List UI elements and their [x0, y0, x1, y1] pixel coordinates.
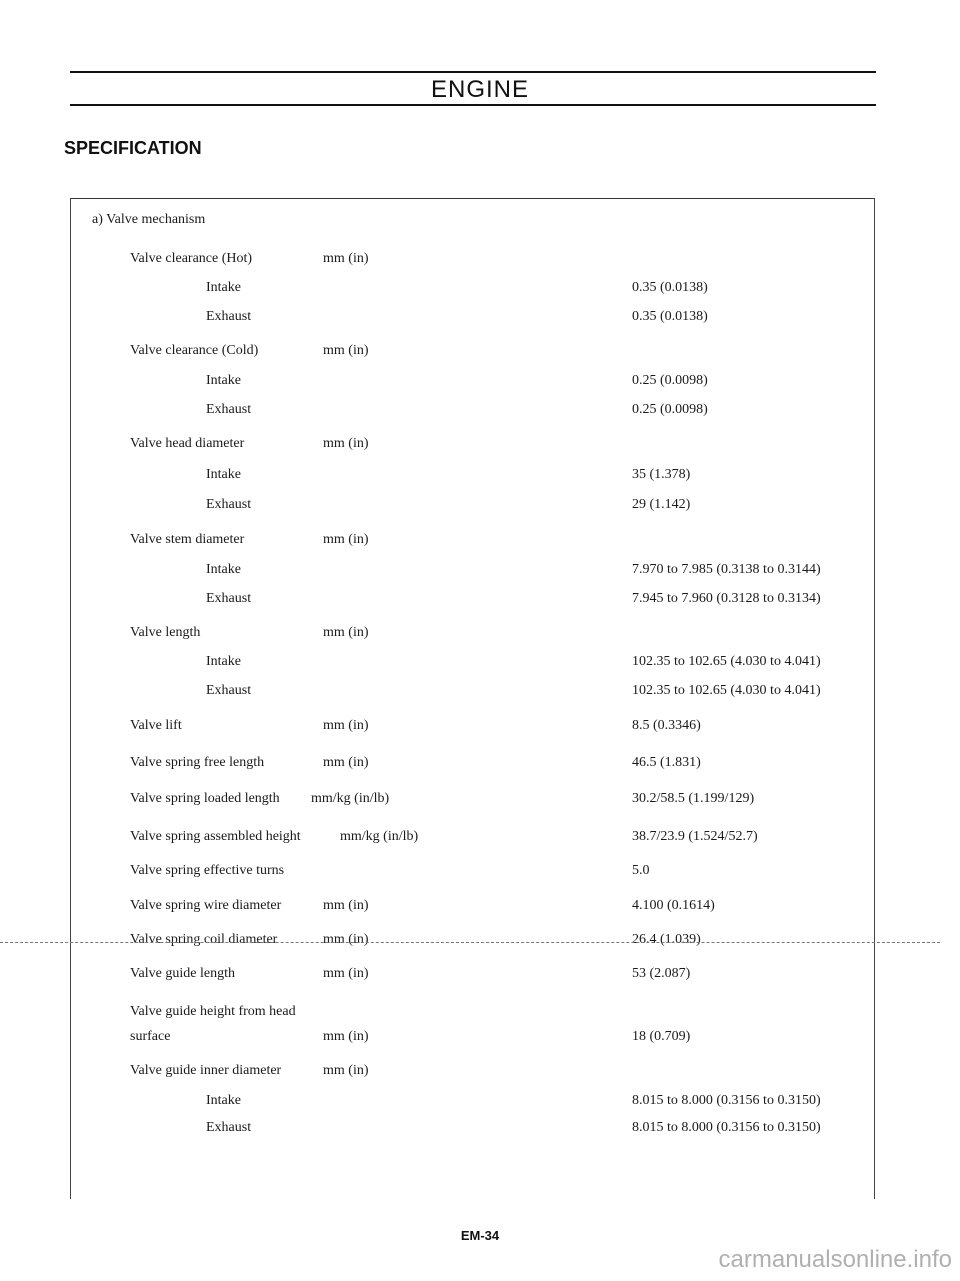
- leader-dots: [386, 1029, 613, 1041]
- header-rule-top: [70, 71, 876, 73]
- leader-dots: [270, 309, 613, 321]
- spec-item-label: Intake: [206, 467, 241, 482]
- spec-group-unit: mm (in): [323, 1063, 369, 1078]
- spec-value: 5.0: [632, 863, 650, 878]
- subsection-title: a) Valve mechanism: [92, 212, 206, 227]
- spec-value: 38.7/23.9 (1.524/52.7): [632, 829, 758, 844]
- spec-group-label: Valve guide inner diameter: [130, 1063, 282, 1078]
- section-heading: SPECIFICATION: [64, 138, 202, 158]
- spec-label: Valve spring wire diameter: [130, 898, 282, 913]
- spec-label: Valve spring coil diameter: [130, 932, 278, 947]
- spec-value: 8.015 to 8.000 (0.3156 to 0.3150): [632, 1120, 821, 1135]
- leader-dots: [262, 654, 613, 666]
- spec-item-label: Intake: [206, 562, 241, 577]
- spec-value: 35 (1.378): [632, 467, 691, 482]
- leader-dots: [414, 791, 613, 803]
- spec-item-label: Exhaust: [206, 497, 252, 512]
- spec-unit: mm (in): [323, 755, 369, 770]
- spec-value: 0.25 (0.0098): [632, 402, 708, 417]
- spec-group-unit: mm (in): [323, 625, 369, 640]
- spec-item-label: Exhaust: [206, 309, 252, 324]
- spec-unit: mm/kg (in/lb): [340, 829, 419, 844]
- spec-group-unit: mm (in): [323, 343, 369, 358]
- spec-unit: mm (in): [323, 718, 369, 733]
- spec-unit: mm (in): [323, 966, 369, 981]
- leader-dots: [318, 863, 613, 875]
- leader-dots: [270, 402, 613, 414]
- spec-value: 4.100 (0.1614): [632, 898, 715, 913]
- leader-dots: [386, 966, 613, 978]
- leader-dots: [442, 829, 613, 841]
- leader-dots: [270, 280, 613, 292]
- spec-value: 102.35 to 102.65 (4.030 to 4.041): [632, 654, 821, 669]
- spec-value: 7.945 to 7.960 (0.3128 to 0.3134): [632, 591, 821, 606]
- spec-label: Valve spring effective turns: [130, 863, 285, 878]
- spec-value: 0.35 (0.0138): [632, 280, 708, 295]
- leader-dots: [272, 1093, 613, 1105]
- spec-label: Valve guide height from head: [130, 1004, 296, 1019]
- spec-item-label: Intake: [206, 280, 241, 295]
- spec-value: 0.25 (0.0098): [632, 373, 708, 388]
- spec-label: Valve guide length: [130, 966, 235, 981]
- spec-unit: mm (in): [323, 898, 369, 913]
- spec-group-label: Valve stem diameter: [130, 532, 245, 547]
- spec-item-label: Exhaust: [206, 402, 252, 417]
- leader-dots: [386, 718, 613, 730]
- spec-value: 46.5 (1.831): [632, 755, 701, 770]
- spec-unit: mm (in): [323, 932, 369, 947]
- spec-group-unit: mm (in): [323, 251, 369, 266]
- spec-unit: mm (in): [323, 1029, 369, 1044]
- spec-value: 26.4 (1.039): [632, 932, 701, 947]
- leader-dots: [286, 1120, 613, 1132]
- spec-item-label: Intake: [206, 1093, 241, 1108]
- spec-label: Valve spring assembled height: [130, 829, 301, 844]
- spec-value: 18 (0.709): [632, 1029, 691, 1044]
- spec-value: 8.5 (0.3346): [632, 718, 701, 733]
- spec-group-label: Valve head diameter: [130, 436, 245, 451]
- dashed-scan-line: [0, 942, 940, 943]
- leader-dots: [386, 755, 613, 767]
- spec-group-label: Valve clearance (Cold): [130, 343, 259, 358]
- spec-value: 29 (1.142): [632, 497, 691, 512]
- spec-group-unit: mm (in): [323, 436, 369, 451]
- spec-label-cont: surface: [130, 1029, 171, 1044]
- spec-value: 8.015 to 8.000 (0.3156 to 0.3150): [632, 1093, 821, 1108]
- spec-label: Valve spring loaded length: [130, 791, 280, 806]
- spec-item-label: Intake: [206, 654, 241, 669]
- leader-dots: [280, 497, 613, 509]
- spec-label: Valve spring free length: [130, 755, 265, 770]
- spec-group-label: Valve length: [130, 625, 201, 640]
- leader-dots: [274, 683, 613, 695]
- spec-value: 30.2/58.5 (1.199/129): [632, 791, 755, 806]
- spec-item-label: Intake: [206, 373, 241, 388]
- spec-value: 102.35 to 102.65 (4.030 to 4.041): [632, 683, 821, 698]
- header-rule-bottom: [70, 104, 876, 106]
- spec-value: 0.35 (0.0138): [632, 309, 708, 324]
- spec-group-label: Valve clearance (Hot): [130, 251, 253, 266]
- spec-value: 53 (2.087): [632, 966, 691, 981]
- spec-group-unit: mm (in): [323, 532, 369, 547]
- page-header-title: ENGINE: [430, 76, 529, 103]
- spec-item-label: Exhaust: [206, 683, 252, 698]
- leader-dots: [274, 591, 613, 603]
- spec-value: 7.970 to 7.985 (0.3138 to 0.3144): [632, 562, 821, 577]
- spec-label: Valve lift: [130, 718, 182, 733]
- leader-dots: [270, 373, 613, 385]
- leader-dots: [386, 898, 613, 910]
- spec-item-label: Exhaust: [206, 1120, 252, 1135]
- page-number: EM-34: [460, 1228, 500, 1243]
- spec-unit: mm/kg (in/lb): [311, 791, 390, 806]
- leader-dots: [270, 562, 613, 574]
- watermark: carmanualsonline.info: [718, 1246, 952, 1273]
- leader-dots: [270, 467, 613, 479]
- spec-item-label: Exhaust: [206, 591, 252, 606]
